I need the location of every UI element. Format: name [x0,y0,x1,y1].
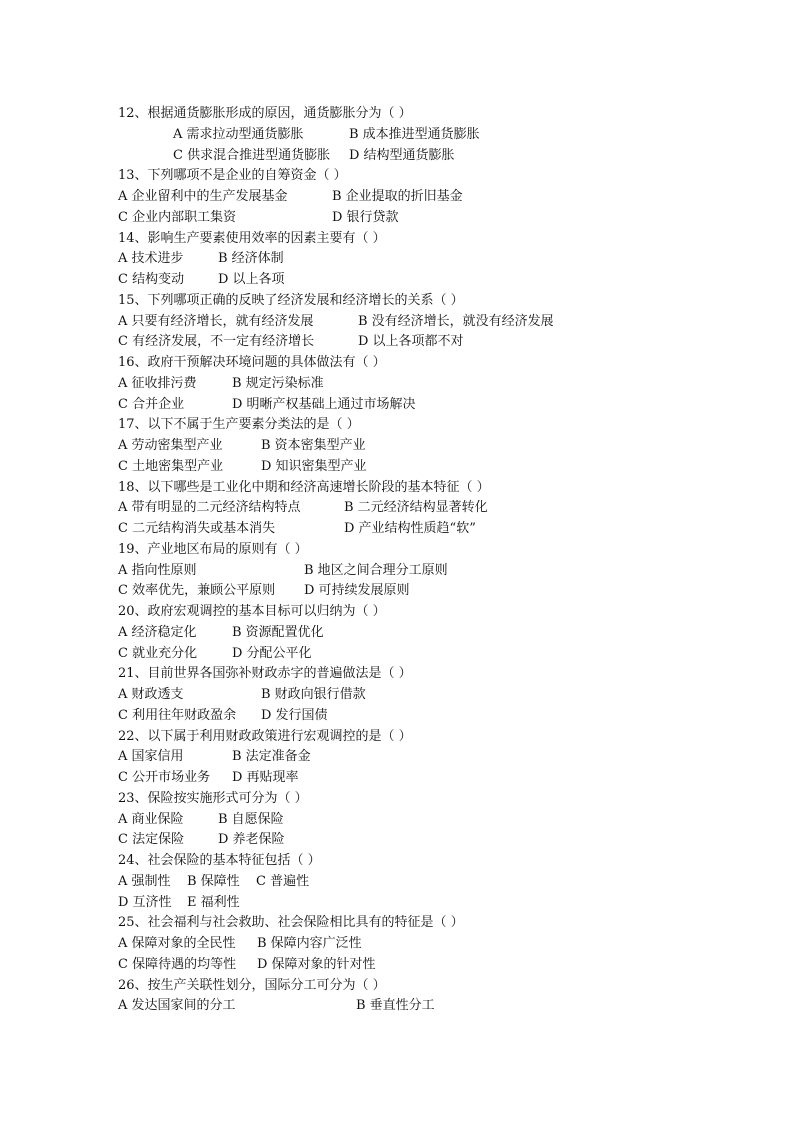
question-12-option-c: C 供求混合推进型通货膨胀 [173,147,331,163]
question-12-option-d: D 结构型通货膨胀 [349,147,455,163]
question-17-option-a: A 劳动密集型产业 [118,438,223,453]
question-21-options-row [118,685,678,706]
question-13-option-d: D 银行贷款 [332,209,399,225]
question-16-options-row [118,395,678,416]
question-19-options-row [118,581,678,602]
question-21-options-row [118,706,678,727]
question-23-option-c: C 法定保险 [118,832,185,848]
question-13-option-c: C 企业内部职工集资 [118,209,237,225]
question-14-option-b: B 经济体制 [218,251,284,267]
question-18-option-a: A 带有明显的二元经济结构特点 [118,500,301,516]
question-18-option-d: D 产业结构性质趋“软” [344,521,476,536]
question-20-stem: 20、政府宏观调控的基本目标可以归纳为（ ） [118,604,386,619]
question-24-option-e: E 福利性 [187,894,240,910]
question-16-stem: 16、政府干预解决环境问题的具体做法有（ ） [118,355,386,370]
question-19-option-c: C 效率优先，兼顾公平原则 [118,583,276,599]
question-23-stem: 23、保险按实施形式可分为（ ） [118,790,308,806]
question-15-options-row [118,332,678,353]
question-17-options-row [118,436,678,457]
question-14-stem: 14、影响生产要素使用效率的因素主要有（ ） [118,230,386,246]
question-13-stem: 13、下列哪项不是企业的自筹资金（ ） [118,168,347,184]
question-12-options-row [118,146,678,167]
question-16-options-row [118,374,678,395]
question-13-option-b: B 企业提取的折旧基金 [332,189,463,204]
question-13-option-a: A 企业留利中的生产发展基金 [118,189,288,204]
question-19-stem: 19、产业地区布局的原则有（ ） [118,541,308,557]
question-16-option-a: A 征收排污费 [118,375,197,391]
question-14-option-a: A 技术进步 [118,251,184,267]
question-12-stem: 12、根据通货膨胀形成的原因，通货膨胀分为（ ） [118,106,412,121]
question-19-option-b: B 地区之间合理分工原则 [304,562,448,578]
question-21-option-d: D 发行国债 [261,707,328,723]
question-18-stem: 18、以下哪些是工业化中期和经济高速增长阶段的基本特征（ ） [118,479,490,495]
question-13-options-row [118,208,678,229]
question-24-option-b: B 保障性 [187,873,240,889]
question-23-option-b: B 自愿保险 [218,811,284,827]
question-22-options-row [118,747,678,768]
question-16-option-c: C 合并企业 [118,396,185,412]
question-list [118,104,678,1017]
question-15-stem: 15、下列哪项正确的反映了经济发展和经济增长的关系（ ） [118,292,464,308]
question-20-options-row [118,623,678,644]
question-25-option-c: C 保障待遇的均等性 [118,956,237,972]
question-21-option-b: B 财政向银行借款 [261,687,366,702]
question-20-option-b: B 资源配置优化 [232,624,324,640]
question-17-option-b: B 资本密集型产业 [261,438,366,453]
question-26-stem: 26、按生产关联性划分，国际分工可分为（ ） [118,977,386,993]
question-22-option-c: C 公开市场业务 [118,770,211,785]
question-20-option-a: A 经济稳定化 [118,624,197,640]
question-24-stem: 24、社会保险的基本特征包括（ ） [118,853,321,868]
question-18-option-c: C 二元结构消失或基本消失 [118,521,276,536]
question-26-option-b: B 垂直性分工 [356,998,435,1014]
question-15-options-row [118,312,678,333]
question-14-option-d: D 以上各项 [218,272,285,287]
question-17-options-row [118,457,678,478]
question-21-option-c: C 利用往年财政盈余 [118,707,237,723]
question-22-options-row [118,768,678,789]
question-16-option-d: D 明晰产权基础上通过市场解决 [232,396,416,412]
question-25-options-row [118,955,678,976]
question-25-options-row [118,934,678,955]
question-17-option-d: D 知识密集型产业 [261,458,367,474]
question-18-options-row [118,519,678,540]
question-24-options-row [118,872,678,893]
question-15-option-c: C 有经济发展，不一定有经济增长 [118,334,315,350]
question-22-option-b: B 法定准备金 [232,749,311,765]
question-20-option-d: D 分配公平化 [232,645,312,661]
question-26-option-a: A 发达国家间的分工 [118,998,236,1014]
question-25-option-a: A 保障对象的全民性 [118,936,236,951]
question-13-options-row [118,187,678,208]
question-14-option-c: C 结构变动 [118,272,185,287]
question-22-option-a: A 国家信用 [118,749,184,765]
question-14-options-row [118,249,678,270]
question-15-option-d: D 以上各项都不对 [358,334,464,350]
question-18-option-b: B 二元经济结构显著转化 [344,500,488,516]
question-23-option-a: A 商业保险 [118,811,184,827]
question-25-stem: 25、社会福利与社会救助、社会保险相比具有的特征是（ ） [118,915,464,931]
question-21-option-a: A 财政透支 [118,687,184,702]
question-25-option-b: B 保障内容广泛性 [257,936,362,951]
question-24-option-d: D 互济性 [118,894,172,910]
question-18-options-row [118,498,678,519]
question-12-option-b: B 成本推进型通货膨胀 [349,126,480,142]
question-20-options-row [118,644,678,665]
question-25-option-d: D 保障对象的针对性 [257,956,376,972]
question-16-option-b: B 规定污染标准 [232,375,324,391]
question-17-stem: 17、以下不属于生产要素分类法的是（ ） [118,417,360,433]
question-24-options-row [118,893,678,914]
question-15-option-b: B 没有经济增长，就没有经济发展 [358,313,554,329]
question-19-option-a: A 指向性原则 [118,562,197,578]
question-22-stem: 22、以下属于利用财政政策进行宏观调控的是（ ） [118,728,412,744]
question-23-options-row [118,830,678,851]
question-17-option-c: C 土地密集型产业 [118,458,224,474]
question-24-option-c: C 普遍性 [256,873,310,889]
question-23-options-row [118,810,678,831]
question-12-option-a: A 需求拉动型通货膨胀 [173,126,304,142]
question-15-option-a: A 只要有经济增长，就有经济发展 [118,313,314,329]
question-22-option-d: D 再贴现率 [232,770,299,785]
question-19-option-d: D 可持续发展原则 [304,583,410,599]
question-21-stem: 21、目前世界各国弥补财政赤字的普遍做法是（ ） [118,666,412,682]
question-19-options-row [118,561,678,582]
question-20-option-c: C 就业充分化 [118,645,198,661]
question-12-options-row [118,125,678,146]
question-26-options-row [118,996,678,1017]
question-24-option-a: A 强制性 [118,873,171,889]
question-23-option-d: D 养老保险 [218,832,285,848]
question-14-options-row [118,270,678,291]
